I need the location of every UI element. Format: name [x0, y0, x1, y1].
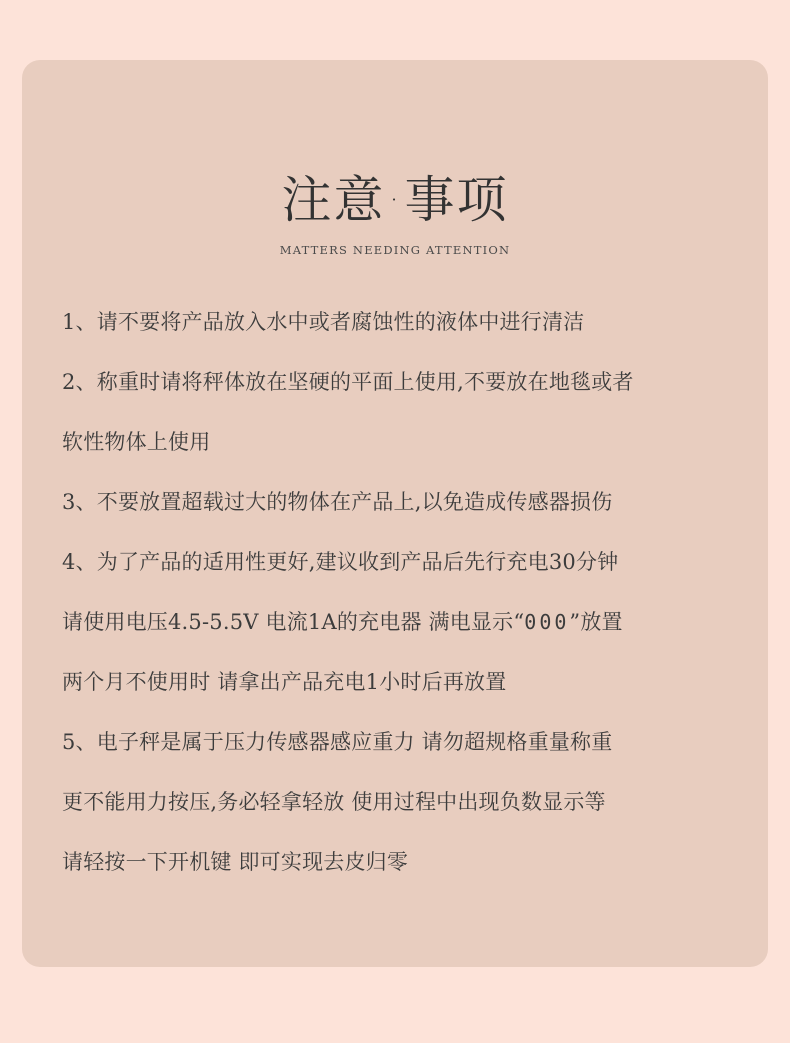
- notice-line-4: 3、不要放置超载过大的物体在产品上,以免造成传感器损伤: [62, 490, 613, 514]
- title-left: 注意: [281, 171, 386, 229]
- notice-line-10: 请轻按一下开机键 即可实现去皮归零: [62, 850, 409, 874]
- notice-card: [22, 60, 768, 967]
- display-digits: 000: [524, 610, 570, 634]
- title-right: 事项: [404, 171, 509, 229]
- notice-line-6: [62, 592, 752, 652]
- notice-line-8: 5、电子秤是属于压力传感器感应重力 请勿超规格重量称重: [62, 730, 613, 754]
- notice-line-6-after: ”放置: [569, 610, 623, 634]
- page-subtitle: MATTERS NEEDING ATTENTION: [279, 243, 511, 257]
- notice-line-2: 2、称重时请将秤体放在坚硬的平面上使用,不要放在地毯或者: [62, 370, 634, 394]
- notice-line-1: 1、请不要将产品放入水中或者腐蚀性的液体中进行清洁: [62, 310, 585, 334]
- notice-line-7: 两个月不使用时 请拿出产品充电1小时后再放置: [62, 670, 507, 694]
- notice-list: [62, 292, 752, 892]
- notice-line-3: 软性物体上使用: [62, 430, 211, 454]
- notice-line-5: 4、为了产品的适用性更好,建议收到产品后先行充电30分钟: [62, 550, 619, 574]
- title-dot: ·: [391, 190, 399, 209]
- page-title: [22, 170, 768, 234]
- notice-line-9: 更不能用力按压,务必轻拿轻放 使用过程中出现负数显示等: [62, 790, 606, 814]
- notice-line-6-before: 请使用电压4.5-5.5V 电流1A的充电器 满电显示“: [62, 610, 525, 634]
